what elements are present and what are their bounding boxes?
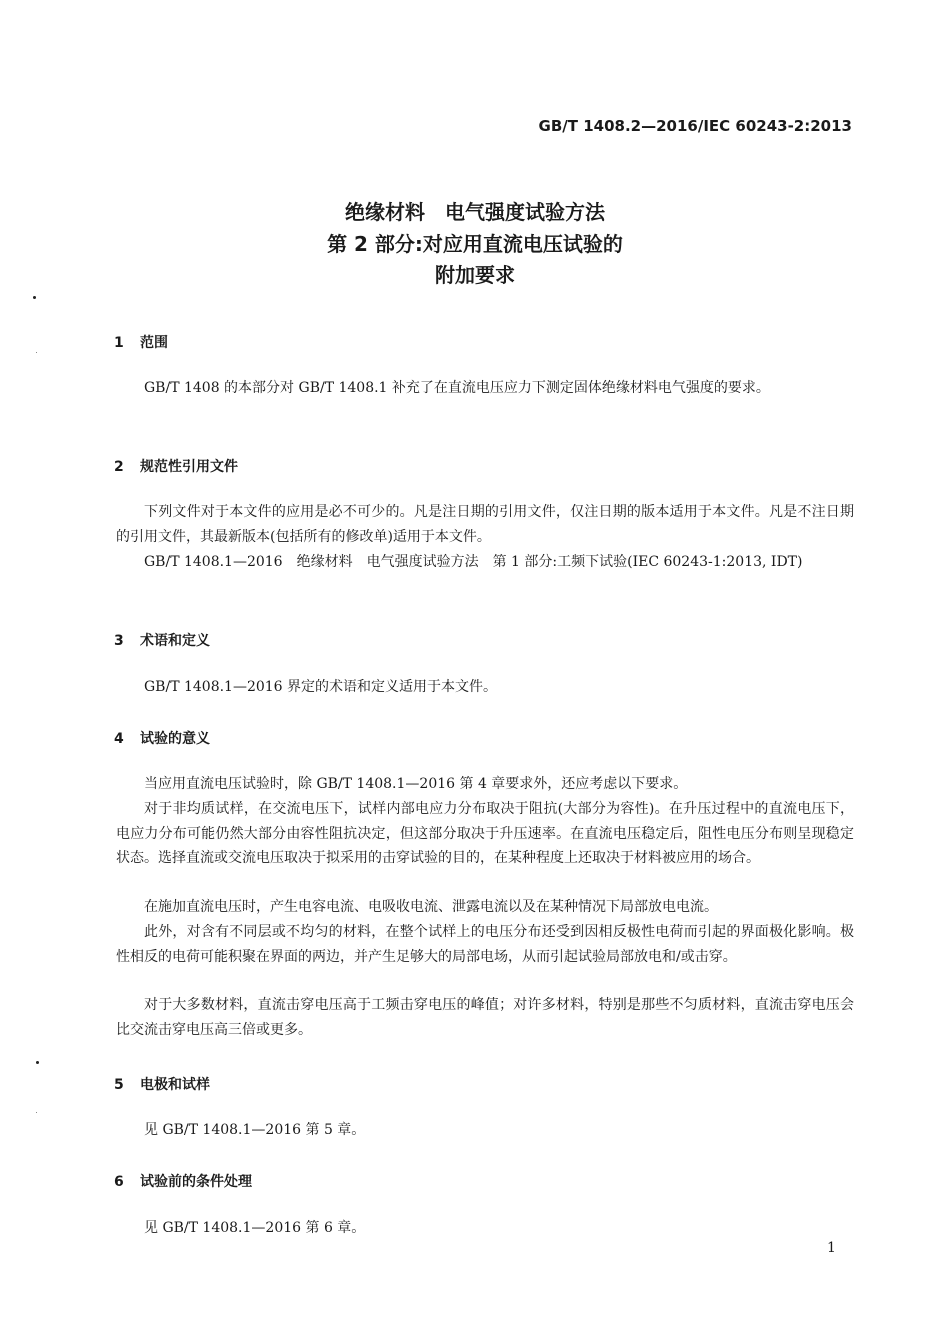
section-number: 1 bbox=[114, 335, 124, 351]
section-5-paragraph-1: 见 GB/T 1408.1—2016 第 5 章。 bbox=[144, 1122, 366, 1138]
section-title: 范围 bbox=[140, 335, 168, 351]
section-4-paragraph-3: 在施加直流电压时，产生电容电流、电吸收电流、泄露电流以及在某种情况下局部放电电流。 bbox=[144, 899, 718, 915]
section-4-heading bbox=[114, 728, 210, 748]
scan-speck bbox=[36, 352, 37, 353]
section-title: 规范性引用文件 bbox=[140, 459, 238, 475]
section-title: 试验前的条件处理 bbox=[140, 1174, 252, 1190]
scan-speck bbox=[36, 1061, 39, 1064]
standard-code: GB/T 1408.2—2016/IEC 60243-2:2013 bbox=[538, 117, 852, 135]
page-number: 1 bbox=[827, 1240, 836, 1256]
section-number: 5 bbox=[114, 1077, 124, 1093]
section-title: 试验的意义 bbox=[140, 731, 210, 747]
section-4-paragraph-4: 此外，对含有不同层或不均匀的材料，在整个试样上的电压分布还受到因相反极性电荷而引起的界面极化影响。极性相反的电荷可能积聚在界面的两边，并产生足够大的局部电场，从而引起试验局部放电和/或击穿。 bbox=[116, 924, 854, 965]
scan-speck bbox=[33, 296, 36, 299]
section-4-paragraph-1: 当应用直流电压试验时，除 GB/T 1408.1—2016 第 4 章要求外，还应考虑以下要求。 bbox=[144, 776, 688, 792]
title-line-3: 附加要求 bbox=[435, 263, 515, 287]
section-6-heading bbox=[114, 1171, 252, 1191]
section-number: 4 bbox=[114, 731, 124, 747]
section-1-paragraph-1: GB/T 1408 的本部分对 GB/T 1408.1 补充了在直流电压应力下测定固体绝缘材料电气强度的要求。 bbox=[144, 380, 770, 396]
section-1-heading bbox=[114, 332, 168, 352]
section-4-paragraph-2: 对于非均质试样，在交流电压下，试样内部电应力分布取决于阻抗(大部分为容性)。在升压过程中的直流电压下，电应力分布可能仍然大部分由容性阻抗决定，但这部分取决于升压速率。在直流电压稳定后，阻性电压分布则呈现稳定状态。选择直流或交流电压取决于拟采用的击穿试验的目的，在某种程度上还取决于材料被应用的场合。 bbox=[116, 801, 854, 866]
title-line-1: 绝缘材料 电气强度试验方法 bbox=[345, 200, 605, 224]
section-3-paragraph-1: GB/T 1408.1—2016 界定的术语和定义适用于本文件。 bbox=[144, 679, 498, 695]
section-2-reference: GB/T 1408.1—2016 绝缘材料 电气强度试验方法 第 1 部分:工频下试验(IEC 60243-1:2013, IDT) bbox=[144, 554, 803, 570]
section-6-paragraph-1: 见 GB/T 1408.1—2016 第 6 章。 bbox=[144, 1220, 366, 1236]
section-title: 电极和试样 bbox=[140, 1077, 210, 1093]
section-number: 3 bbox=[114, 633, 124, 649]
section-3-heading bbox=[114, 630, 210, 650]
section-2-heading bbox=[114, 456, 238, 476]
section-title: 术语和定义 bbox=[140, 633, 210, 649]
title-line-2: 第 2 部分:对应用直流电压试验的 bbox=[327, 232, 623, 256]
section-2-paragraph-1: 下列文件对于本文件的应用是必不可少的。凡是注日期的引用文件，仅注日期的版本适用于本文件。凡是不注日期的引用文件，其最新版本(包括所有的修改单)适用于本文件。 bbox=[116, 504, 854, 545]
section-number: 2 bbox=[114, 459, 124, 475]
section-4-paragraph-5: 对于大多数材料，直流击穿电压高于工频击穿电压的峰值；对许多材料，特别是那些不匀质材料，直流击穿电压会比交流击穿电压高三倍或更多。 bbox=[116, 997, 854, 1038]
section-number: 6 bbox=[114, 1174, 124, 1190]
scan-speck bbox=[36, 1112, 37, 1113]
section-5-heading bbox=[114, 1074, 210, 1094]
